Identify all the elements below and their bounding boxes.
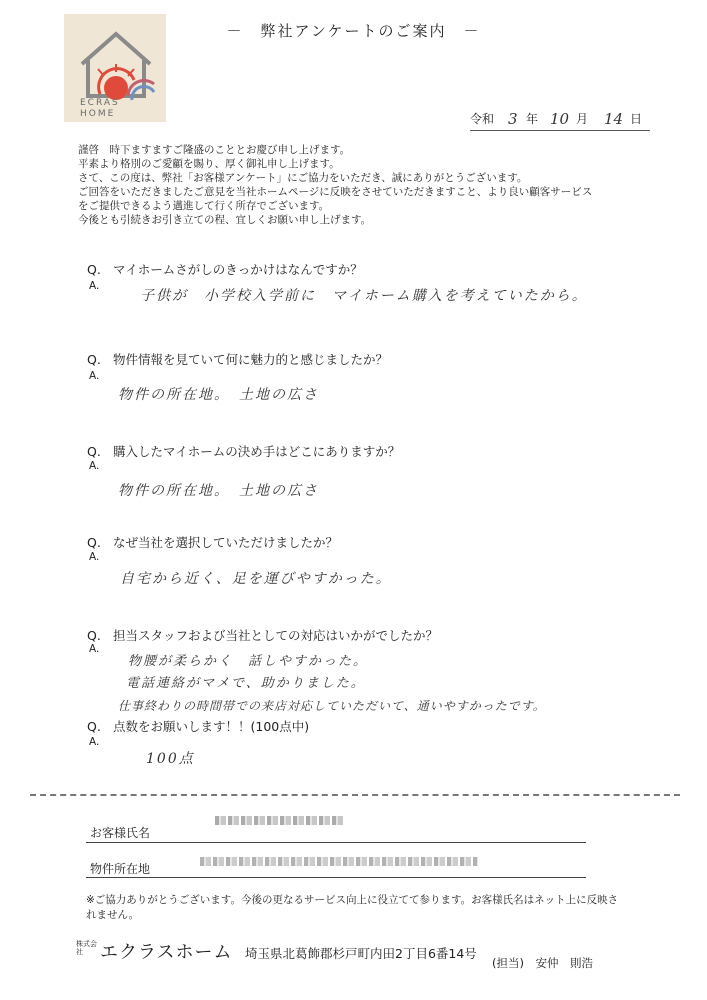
answer-5-line-1: 物腰が柔らかく 話しやすかった。	[128, 654, 369, 669]
date-day: 14	[604, 110, 624, 128]
company-logo	[64, 14, 166, 122]
date-era: 令和	[470, 112, 495, 126]
question-6	[87, 717, 309, 735]
page-title: － 弊社アンケートのご案内 －	[226, 22, 481, 40]
greeting-line: をご提供できるよう邁進して行く所存でございます。	[78, 200, 330, 212]
q-label: Q.	[87, 628, 101, 643]
greeting-line: 今後とも引続きお引き立ての程、宜しくお願い申し上げます。	[78, 214, 372, 226]
a-label: A.	[89, 370, 100, 382]
greeting-line: さて、この度は、弊社「お客様アンケート」にご協力をいただき、誠にありがとうございます。	[78, 172, 528, 184]
date-line	[470, 108, 650, 131]
a-label: A.	[89, 736, 100, 748]
property-address-redacted	[200, 857, 478, 866]
question-text: 担当スタッフおよび当社としての対応はいかがでしたか？	[113, 628, 439, 643]
answer-2: 物件の所在地。 土地の広さ	[118, 387, 319, 403]
q-label: Q.	[87, 352, 101, 367]
question-text: 物件情報を見ていて何に魅力的と感じましたか？	[113, 352, 389, 367]
property-address-label: 物件所在地	[90, 862, 151, 876]
a-label: A.	[89, 551, 100, 563]
question-text: 購入したマイホームの決め手はどこにありますか？	[113, 444, 401, 459]
dashed-divider	[30, 794, 680, 796]
property-address-line	[86, 877, 586, 878]
greeting-text	[78, 143, 668, 227]
customer-name-label: お客様氏名	[90, 826, 151, 840]
question-1	[87, 260, 363, 278]
a-label: A.	[89, 643, 100, 655]
footer-note: ※ご協力ありがとうございます。今後の更なるサービス向上に役立てて参ります。お客様氏名はネット上に反映されません。	[86, 894, 619, 921]
question-text: マイホームさがしのきっかけはなんですか？	[113, 262, 363, 277]
logo-text-home: HOME	[80, 109, 116, 119]
company-name: エクラスホーム	[100, 942, 233, 963]
question-4	[87, 533, 338, 551]
q-label: Q.	[87, 444, 101, 459]
date-month: 10	[550, 110, 570, 128]
staff-in-charge: (担当) 安仲 則浩	[492, 956, 593, 970]
a-label: A.	[89, 460, 100, 472]
company-prefix: 株式会社	[76, 940, 97, 956]
answer-5-line-3: 仕事終わりの時間帯での来店対応していただいて、通いやすかったです。	[118, 699, 546, 713]
date-year-unit: 年	[526, 112, 539, 126]
q-label: Q.	[87, 262, 101, 277]
greeting-line: 平素より格別のご愛顧を賜り、厚く御礼申し上げます。	[78, 158, 340, 170]
answer-3: 物件の所在地。 土地の広さ	[118, 483, 319, 499]
answer-4: 自宅から近く、足を運びやすかった。	[120, 571, 392, 587]
customer-name-redacted	[215, 816, 343, 825]
q-label: Q.	[87, 719, 101, 734]
question-text: なぜ当社を選択していただけましたか？	[113, 535, 339, 550]
question-2	[87, 350, 388, 368]
greeting-line: 謹啓 時下ますますご隆盛のこととお慶び申し上げます。	[78, 144, 351, 156]
customer-name-line	[86, 842, 586, 843]
question-text: 点数をお願いします！！(100点中)	[113, 719, 310, 734]
question-3	[87, 442, 400, 460]
greeting-line: ご回答をいただきましたご意見を当社ホームページに反映をさせていただきますこと、より良い顧客サービス	[78, 186, 593, 198]
answer-1: 子供が 小学校入学前に マイホーム購入を考えていたから。	[140, 288, 588, 304]
a-label: A.	[89, 280, 100, 292]
date-day-unit: 日	[630, 112, 643, 126]
logo-text-ecras: ECRAS	[80, 98, 120, 108]
q-label: Q.	[87, 535, 101, 550]
date-year: 3	[508, 110, 518, 128]
date-month-unit: 月	[576, 112, 589, 126]
answer-6: 100点	[146, 751, 195, 767]
company-address: 埼玉県北葛飾郡杉戸町内田2丁目6番14号	[245, 946, 477, 961]
answer-5-line-2: 電話連絡がマメで、助かりました。	[126, 676, 366, 691]
question-5	[87, 626, 438, 644]
